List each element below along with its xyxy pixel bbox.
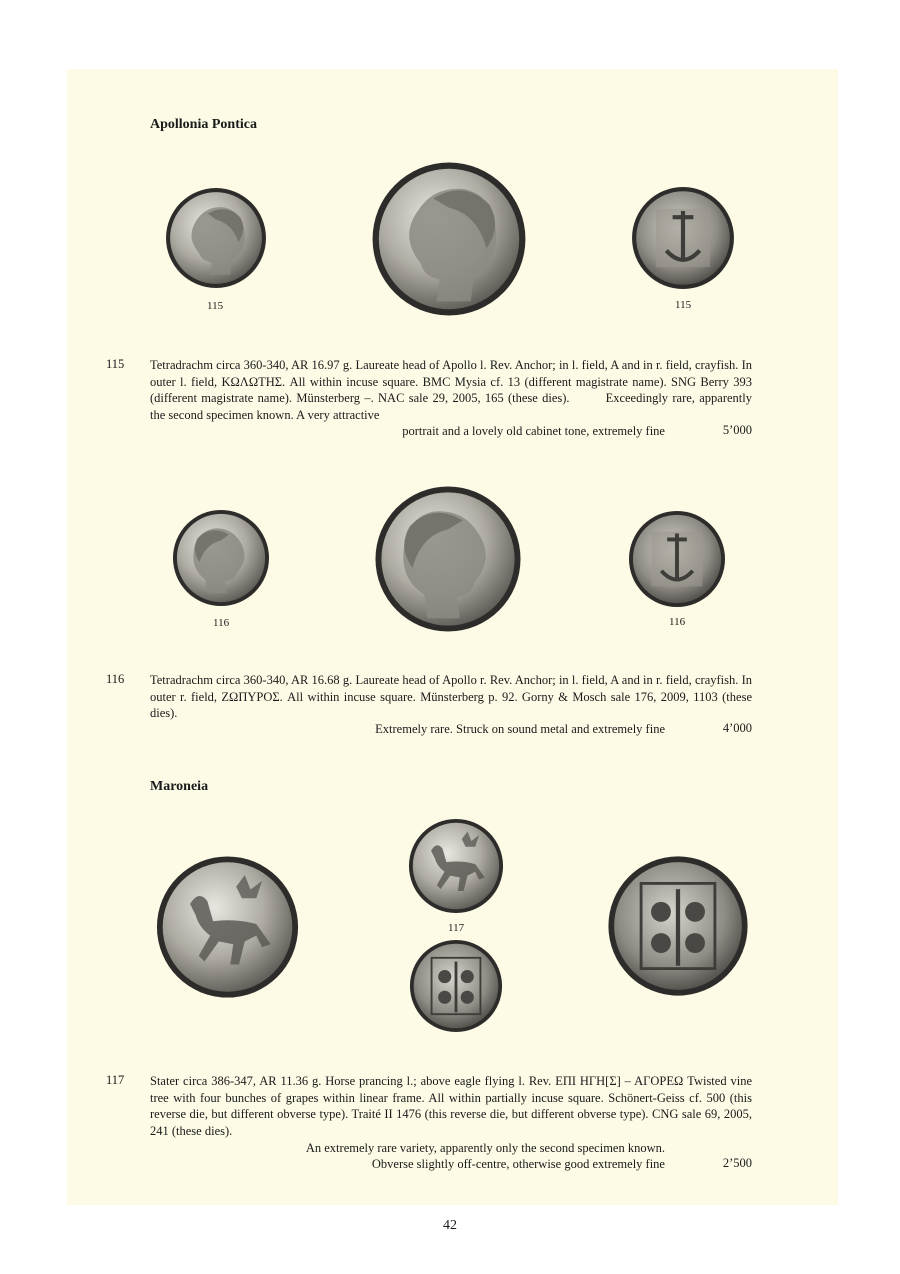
lot-price: 4’000 [722,721,752,735]
lot-price: 2’500 [722,1156,752,1170]
lot-text: Stater circa 386-347, AR 11.36 g. Horse prancing l.; above eagle flying l. Rev. ΕΠΙ ΗΓΗ[Σ] – ΑΓΟΡΕΩ Twisted vine tree with four bunches of grapes within linear frame. All within partially incuse square. Schönert-Geiss cf. 500 (this reverse die, but different obverse type). Traité II 1476 (this reverse die, but different obverse type). CNG sale 69, 2005, 241 (these dies). [150,1074,752,1138]
lot-number: 116 [106,672,125,686]
lot-text: Tetradrachm circa 360-340, AR 16.68 g. Laureate head of Apollo r. Rev. Anchor; in l. field, A and in r. field, crayfish. In outer r. field, ΖΩΠΥΡΟΣ. All within incuse square. Münsterberg p. 92. Gorny & Mosch sale 176, 2009, 1103 (these dies). [150,673,752,720]
coin-label: 115 [675,299,692,311]
coin-117-obverse-small [405,818,507,914]
coin-label: 116 [213,617,230,629]
coin-116-reverse [626,510,728,608]
coin-117-obverse-enlarged [150,855,305,999]
section-heading-apollonia-pontica: Apollonia Pontica [150,117,257,132]
page-number: 42 [443,1218,457,1233]
coin-115-obverse-enlarged [371,160,527,318]
coin-117-reverse-enlarged [607,850,749,1002]
coin-115-obverse-small [165,186,267,290]
lot-note: An extremely rare variety, apparently only the second specimen known. [305,1141,665,1155]
lot-description [150,1073,752,1139]
lot-price: 5’000 [722,423,752,437]
lot-text: Tetradrachm circa 360-340, AR 16.97 g. Laureate head of Apollo l. Rev. Anchor; in l. field, A and in r. field, crayfish. In outer l. field, ΚΩΛΩΤΗΣ. All within incuse square. BMC Mysia cf. 13 (different magistrate name). SNG Berry 393 (different magistrate name). Münsterberg –. NAC sale 29, 2005, 165 (these dies). [150,358,752,405]
lot-note: Obverse slightly off-centre, otherwise good extremely fine [371,1157,665,1171]
lot-note: Extremely rare. Struck on sound metal and extremely fine [375,722,665,736]
lot-note: Exceedingly rare, apparently the second specimen known. A very attractive [150,391,752,422]
coin-116-obverse-enlarged [374,485,522,633]
coin-label: 117 [448,922,465,934]
section-heading-maroneia: Maroneia [150,779,209,794]
lot-number: 117 [106,1073,125,1087]
lot-description [150,357,752,423]
lot-description [150,672,752,722]
coin-115-reverse [631,186,735,290]
coin-117-reverse-small [409,937,503,1035]
coin-116-obverse-small [171,509,271,607]
coin-label: 115 [207,300,224,312]
coin-label: 116 [669,616,686,628]
lot-number: 115 [106,357,125,371]
lot-note: portrait and a lovely old cabinet tone, extremely fine [402,424,665,438]
